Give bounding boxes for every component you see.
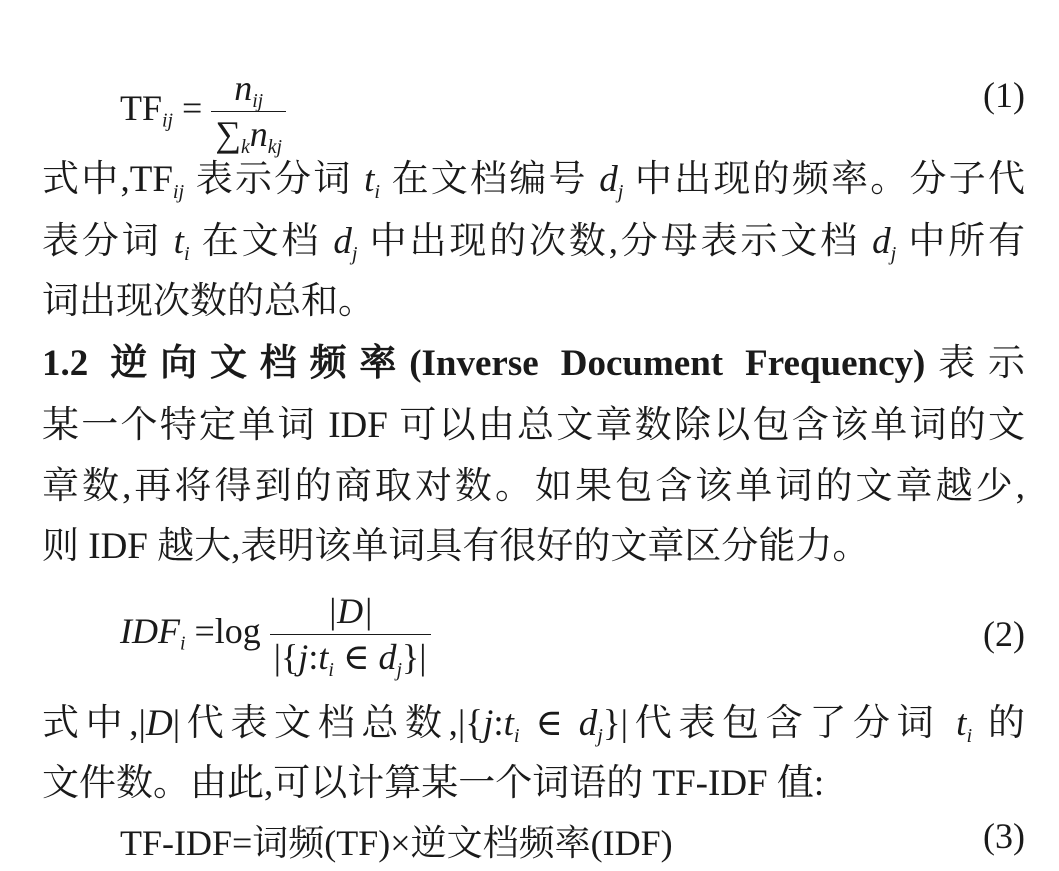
equation-3: TF-IDF=词频(TF)×逆文档频率(IDF) (3) bbox=[120, 816, 1025, 863]
equation-2: $IDF_i =\log$ $\frac{|D|}{|\{j:t_i \in d_j\}|}$ (2) bbox=[120, 591, 1025, 681]
para1-line1: 式中$,TF_{ij}$ 表示分词 $t_i$ 在文档编号 $d_j$ 中出现的频率。分子代 bbox=[42, 159, 1026, 204]
section-1-2-line4: 则 IDF 越大,表明该单词具有很好的文章区分能力。 bbox=[42, 526, 870, 567]
section-1-2-line3: 章数,再将得到的商取对数。如果包含该单词的文章越少, bbox=[42, 466, 1025, 507]
eq1-fraction: $\frac{n_{ij}}{\sum_kn_{kj}}$ bbox=[211, 66, 286, 157]
para2-line1: 式中,|D|代表文档总数$,|\{j:t_i$ ∈ $d_j\}|$代表包含了分词 $t_i$ 的 bbox=[42, 703, 1026, 748]
para2-line2: 文件数。由此,可以计算某一个词语的 TF-IDF 值: bbox=[42, 763, 825, 804]
section-heading: 1.2 逆向文档频率(Inverse Document Frequency) bbox=[42, 343, 926, 384]
para1-line2: 表分词 $t_i$ 在文档 $d_j$ 中出现的次数,分母表示文档 $d_j$ 中所有 bbox=[42, 221, 1026, 266]
equation-1: $TF_{ij}$ = $\frac{n_{ij}}{\sum_kn_{kj}}$ (1) bbox=[120, 68, 1025, 158]
equation-number-1: (1) bbox=[983, 75, 1025, 115]
para1-line3: 词出现次数的总和。 bbox=[42, 281, 375, 322]
eq2-fraction: $\frac{|D|}{|\{j:t_i \in d_j\}|}$ bbox=[270, 589, 431, 680]
eq1-lhs: TF bbox=[120, 87, 163, 128]
section-1-2-line2: 某一个特定单词 IDF 可以由总文章数除以包含该单词的文 bbox=[42, 405, 1025, 446]
equation-number-3: (3) bbox=[983, 816, 1025, 856]
equation-number-2: (2) bbox=[983, 614, 1025, 654]
section-1-2-line1: 1.2 逆向文档频率(Inverse Document Frequency)表示 bbox=[42, 343, 1025, 384]
